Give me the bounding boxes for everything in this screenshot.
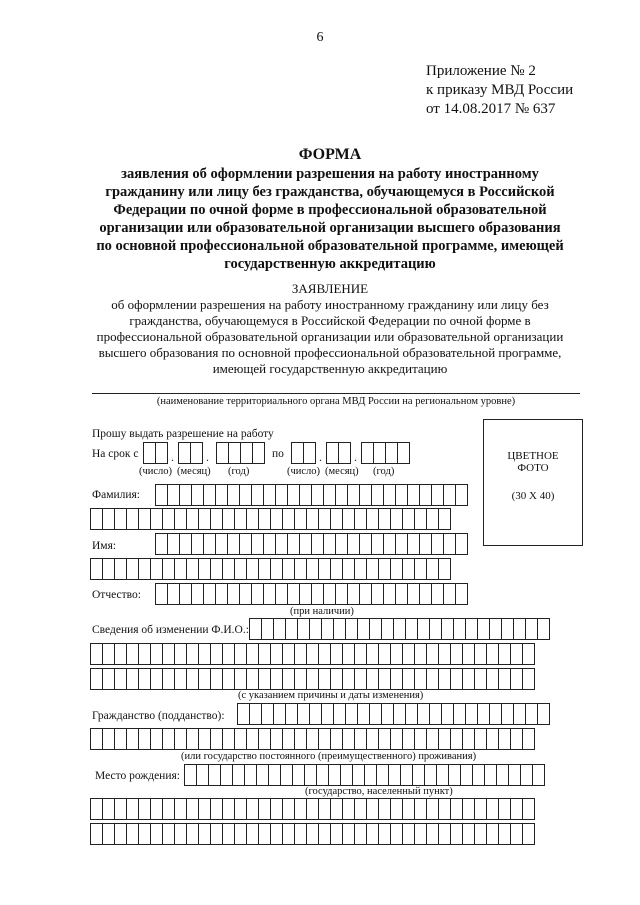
patronymic-note: (при наличии) bbox=[290, 606, 354, 617]
photo-size: (30 Х 40) bbox=[511, 490, 555, 502]
surname-cells-row2[interactable] bbox=[90, 508, 451, 530]
statement-line: имеющей государственную аккредитацию bbox=[212, 361, 448, 376]
form-title-line: гражданину или лицу без гражданства, обучающемуся в Российской bbox=[105, 184, 555, 200]
to-month-cells[interactable] bbox=[326, 442, 351, 464]
name-cells-row1[interactable] bbox=[155, 533, 468, 555]
surname-label: Фамилия: bbox=[92, 489, 140, 501]
birthplace-cells-row2[interactable] bbox=[90, 798, 535, 820]
page-number: 6 bbox=[316, 30, 324, 45]
name-change-cells-row2[interactable] bbox=[90, 643, 535, 665]
form-heading: ФОРМА bbox=[298, 146, 362, 163]
form-title-line: Федерации по очной форме в профессиональной образовательной bbox=[113, 202, 547, 218]
birthplace-cells-row3[interactable] bbox=[90, 823, 535, 845]
char-cell[interactable] bbox=[455, 583, 468, 605]
form-title-line: по основной профессиональной образовательной программе, имеющей bbox=[96, 238, 564, 254]
name-change-cells-row1[interactable] bbox=[249, 618, 550, 640]
term-to-label: по bbox=[272, 448, 284, 460]
form-title-line: организации или образовательной организации высшего образования bbox=[99, 220, 561, 236]
patronymic-label: Отчество: bbox=[92, 589, 141, 601]
char-cell[interactable] bbox=[438, 558, 451, 580]
statement-line: профессиональной образовательной организации или образовательной организации bbox=[96, 329, 564, 344]
separator-dot: . bbox=[354, 450, 357, 464]
from-month-caption: (месяц) bbox=[177, 466, 211, 477]
patronymic-cells[interactable] bbox=[155, 583, 468, 605]
name-change-note: (с указанием причины и даты изменения) bbox=[238, 690, 424, 701]
char-cell[interactable] bbox=[455, 533, 468, 555]
statement-line: об оформлении разрешения на работу иностранному гражданину или лицу без bbox=[111, 297, 549, 312]
to-day-cells[interactable] bbox=[291, 442, 316, 464]
from-year-caption: (год) bbox=[228, 466, 250, 477]
char-cell[interactable] bbox=[522, 728, 535, 750]
name-label: Имя: bbox=[92, 540, 117, 552]
statement-heading: ЗАЯВЛЕНИЕ bbox=[291, 281, 369, 296]
to-year-cells[interactable] bbox=[361, 442, 410, 464]
surname-cells-row1[interactable] bbox=[155, 484, 468, 506]
char-cell[interactable] bbox=[455, 484, 468, 506]
char-cell[interactable] bbox=[537, 618, 550, 640]
form-title-line: государственную аккредитацию bbox=[224, 256, 436, 272]
statement-line: высшего образования по основной профессиональной образовательной программе, bbox=[98, 345, 562, 360]
to-day-caption: (число) bbox=[287, 466, 321, 477]
from-day-caption: (число) bbox=[139, 466, 173, 477]
citizenship-label: Гражданство (подданство): bbox=[92, 710, 225, 722]
citizenship-cells-row1[interactable] bbox=[237, 703, 550, 725]
from-year-cells[interactable] bbox=[216, 442, 265, 464]
form-title-line: заявления об оформлении разрешения на работу иностранному bbox=[121, 166, 539, 182]
char-cell[interactable] bbox=[522, 668, 535, 690]
to-month-caption: (месяц) bbox=[325, 466, 359, 477]
authority-caption: (наименование территориального органа МВД России на региональном уровне) bbox=[156, 396, 516, 407]
term-from-label: На срок с bbox=[92, 448, 139, 460]
request-text: Прошу выдать разрешение на работу bbox=[92, 428, 274, 440]
statement-line: гражданства, обучающемуся в Российской Федерации по очной форме в bbox=[129, 313, 531, 328]
photo-box bbox=[483, 419, 583, 546]
birthplace-note: (государство, населенный пункт) bbox=[305, 786, 453, 797]
separator-dot: . bbox=[319, 450, 322, 464]
birthplace-cells-row1[interactable] bbox=[184, 764, 545, 786]
name-change-label: Сведения об изменении Ф.И.О.: bbox=[92, 624, 249, 636]
char-cell[interactable] bbox=[532, 764, 545, 786]
char-cell[interactable] bbox=[522, 643, 535, 665]
char-cell[interactable] bbox=[522, 823, 535, 845]
char-cell[interactable] bbox=[522, 798, 535, 820]
appendix-line: от 14.08.2017 № 637 bbox=[426, 101, 556, 117]
citizenship-cells-row2[interactable] bbox=[90, 728, 535, 750]
separator-dot: . bbox=[171, 450, 174, 464]
from-day-cells[interactable] bbox=[143, 442, 168, 464]
separator-dot: . bbox=[206, 450, 209, 464]
photo-label: ФОТО bbox=[517, 462, 549, 474]
from-month-cells[interactable] bbox=[178, 442, 203, 464]
char-cell[interactable] bbox=[438, 508, 451, 530]
appendix-block bbox=[426, 62, 573, 119]
authority-line[interactable] bbox=[92, 393, 580, 394]
appendix-line: к приказу МВД России bbox=[426, 82, 574, 98]
name-cells-row2[interactable] bbox=[90, 558, 451, 580]
to-year-caption: (год) bbox=[373, 466, 395, 477]
photo-label: ЦВЕТНОЕ bbox=[507, 450, 559, 462]
birthplace-label: Место рождения: bbox=[95, 770, 180, 782]
name-change-cells-row3[interactable] bbox=[90, 668, 535, 690]
form-title bbox=[80, 165, 580, 273]
char-cell[interactable] bbox=[537, 703, 550, 725]
appendix-line: Приложение № 2 bbox=[426, 63, 536, 79]
citizenship-note: (или государство постоянного (преимущественного) проживания) bbox=[181, 751, 477, 762]
statement-text bbox=[90, 297, 570, 377]
